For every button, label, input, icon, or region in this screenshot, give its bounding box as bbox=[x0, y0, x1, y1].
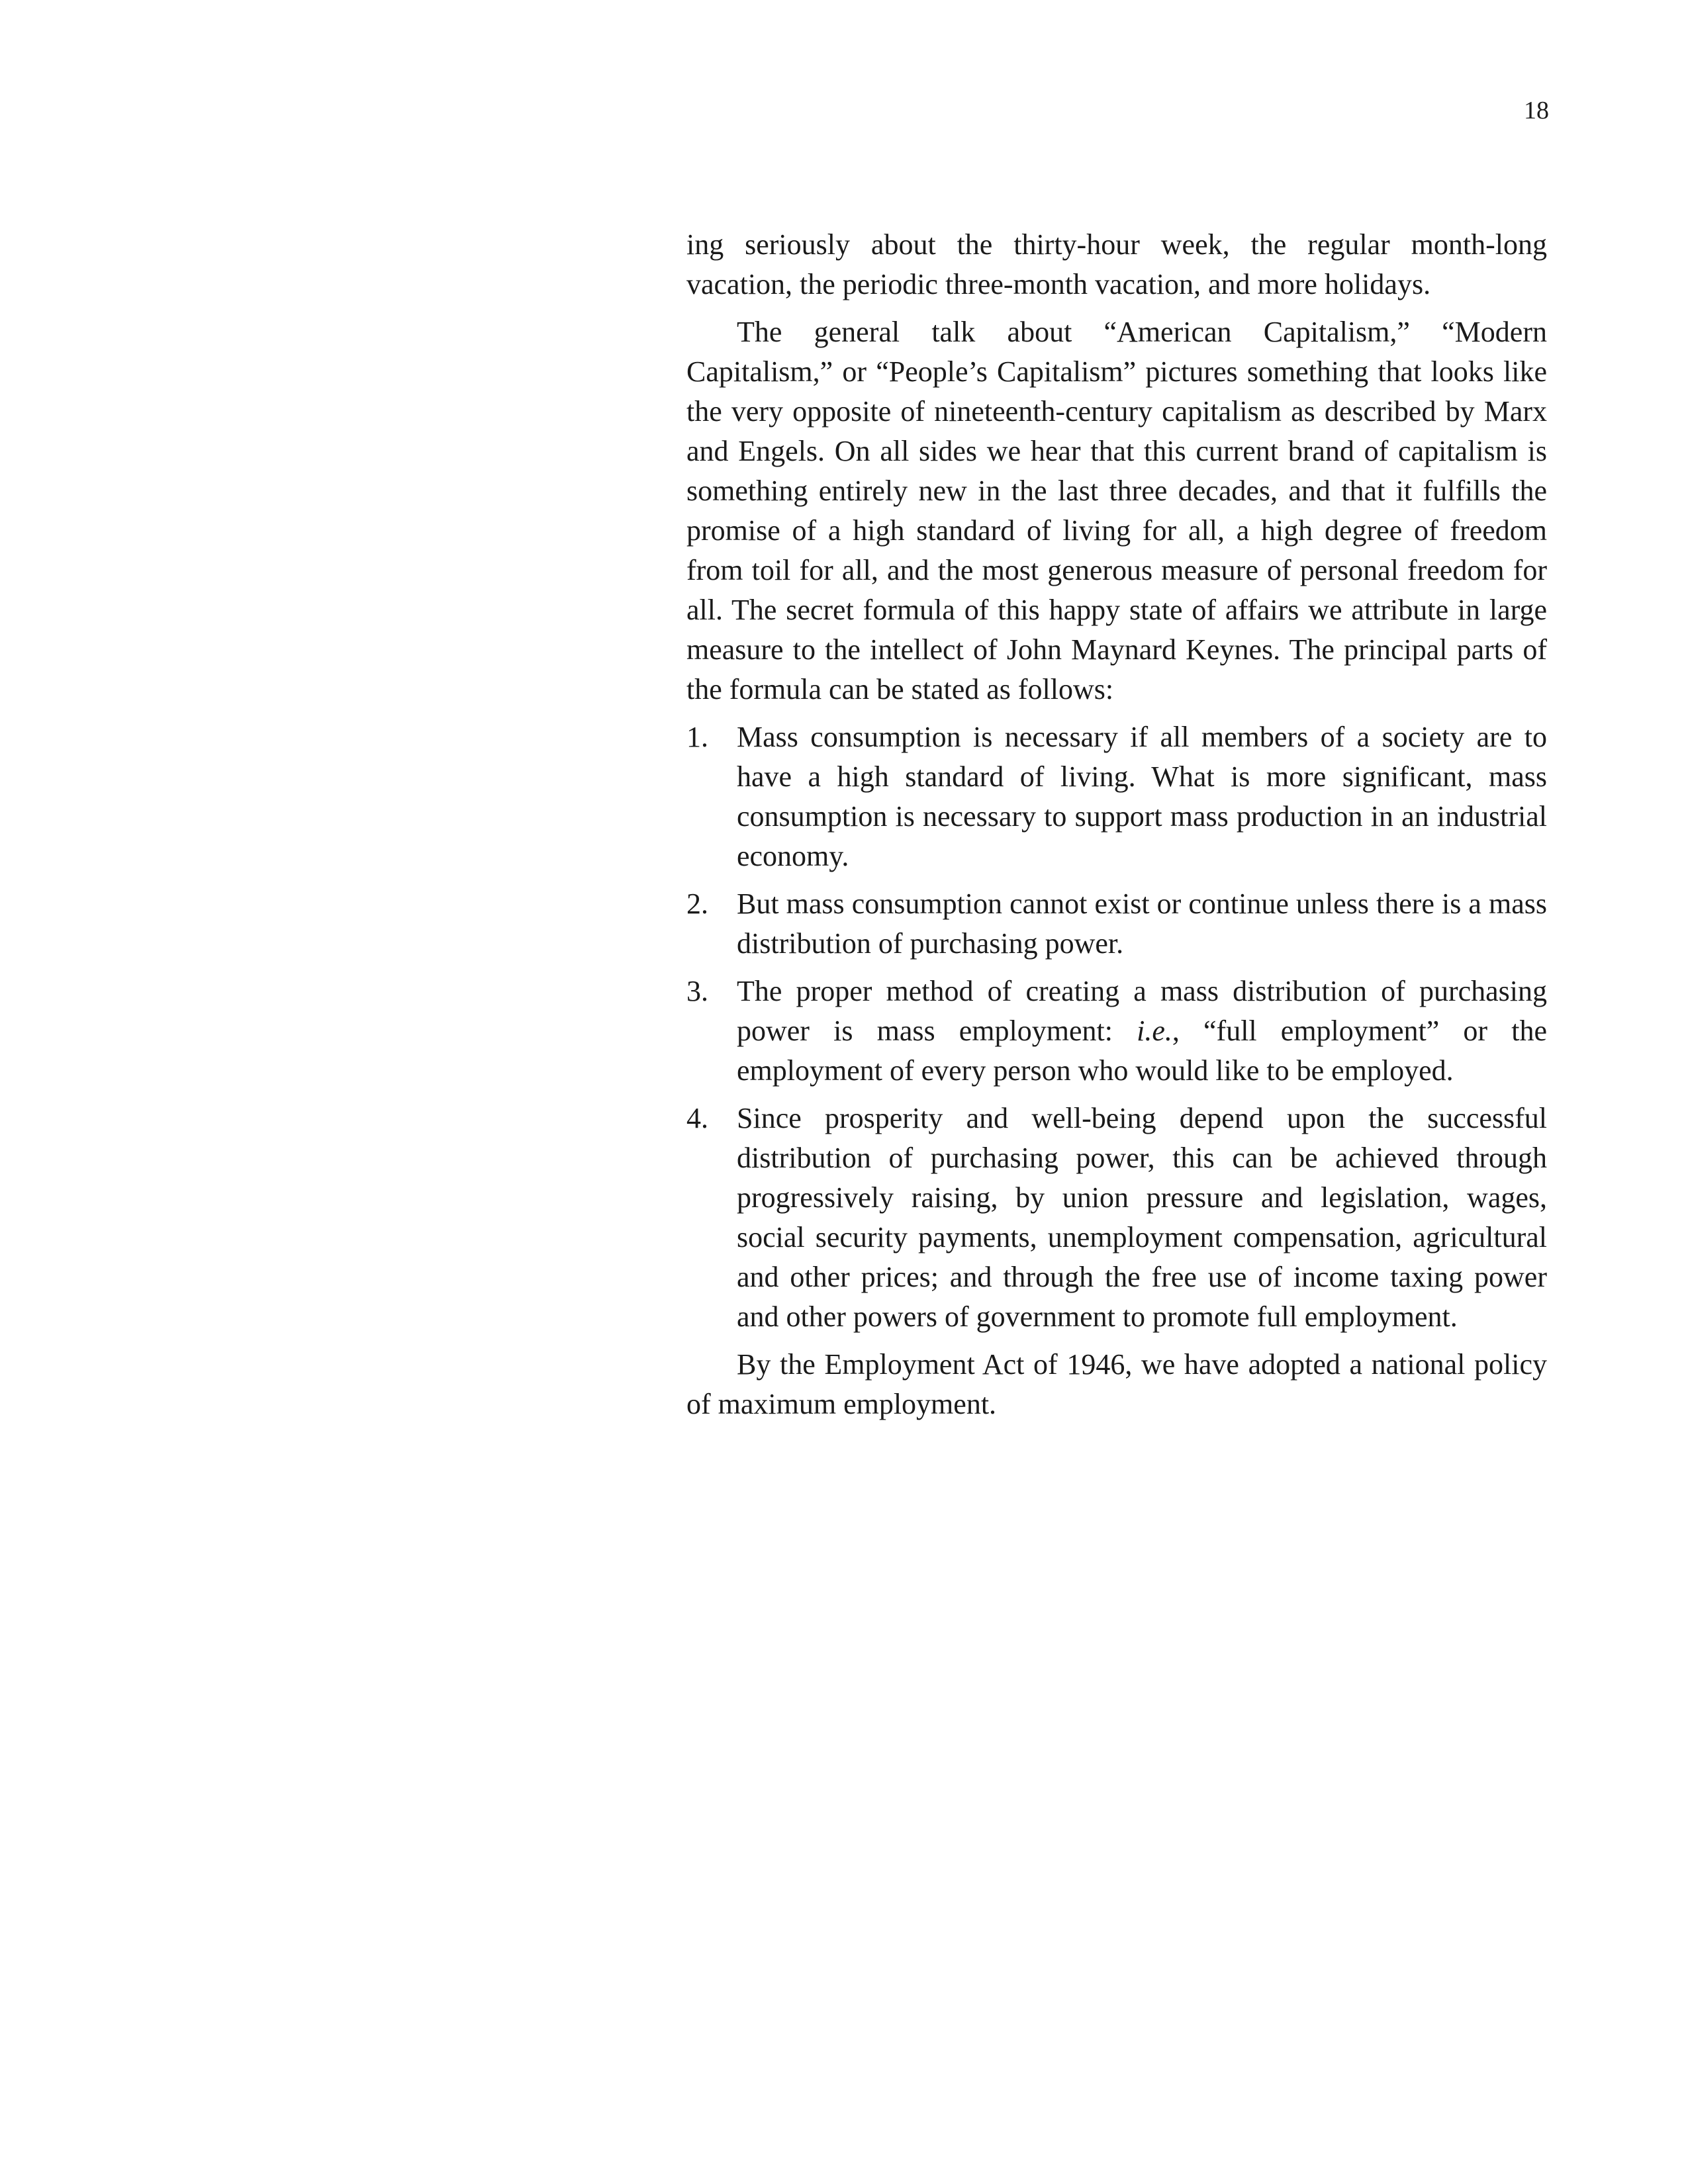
list-text: Since prosperity and well-being depend upon the successful distribution of purchasing power, this can be achieved through progressively raising, by union pressure and legislation, wages, social security payments, unemployment compensation, agricultural and other prices; and through the free use of income taxing power and other powers of government to promote full employment. bbox=[737, 1102, 1547, 1333]
formula-list bbox=[686, 717, 1547, 1337]
page-number: 18 bbox=[1524, 97, 1549, 124]
list-item bbox=[686, 1099, 1547, 1337]
list-text-after: , “full employment” or the employment of every person who would like to be employed. bbox=[737, 1015, 1547, 1087]
list-text: Mass consumption is necessary if all members of a society are to have a high standard of living. What is more significant, mass consumption is necessary to support mass production in an industrial economy. bbox=[737, 721, 1547, 872]
paragraph-continuation: ing seriously about the thirty-hour week, the regular month-long vacation, the periodic three-month vacation, and more holidays. bbox=[686, 228, 1547, 300]
list-item bbox=[686, 717, 1547, 876]
paragraph-capitalism: The general talk about “American Capitalism,” “Modern Capitalism,” or “People’s Capitalism” pictures something that looks like the very opposite of nineteenth-century capitalism as described by Marx and Engels. On all sides we hear that this current brand of capitalism is something entirely new in the last three decades, and that it fulfills the promise of a high standard of living for all, a high degree of freedom from toil for all, and the most generous measure of personal freedom for all. The secret formula of this happy state of affairs we attribute in large measure to the intellect of John Maynard Keynes. The principal parts of the formula can be stated as follows: bbox=[686, 316, 1547, 705]
list-number: 2. bbox=[686, 887, 708, 920]
list-number: 1. bbox=[686, 721, 708, 753]
list-text-before: The proper method of creating a mass distribution of purchasing power is mass employment: bbox=[737, 975, 1547, 1047]
list-number: 4. bbox=[686, 1102, 708, 1134]
body-text bbox=[686, 225, 1547, 1432]
list-item bbox=[686, 884, 1547, 964]
paragraph-employment-act: By the Employment Act of 1946, we have adopted a national policy of maximum employment. bbox=[686, 1348, 1547, 1420]
list-item bbox=[686, 972, 1547, 1091]
list-text: But mass consumption cannot exist or continue unless there is a mass distribution of purchasing power. bbox=[737, 887, 1547, 960]
list-number: 3. bbox=[686, 975, 708, 1007]
list-text-italic: i.e. bbox=[1137, 1015, 1172, 1047]
